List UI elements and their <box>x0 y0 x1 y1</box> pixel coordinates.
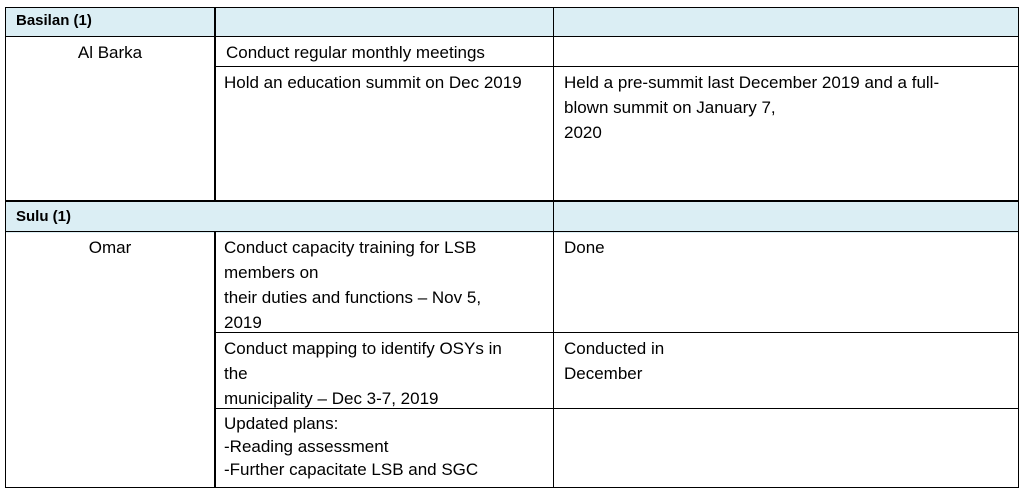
municipality-name: Omar <box>88 238 132 257</box>
status-cell: Done <box>564 238 605 257</box>
section-body-sulu <box>6 231 1018 487</box>
status-cell <box>554 409 1018 412</box>
municipality-name: Al Barka <box>77 43 143 62</box>
activity-cell-wrap <box>214 232 553 332</box>
table-row <box>214 232 1018 332</box>
status-cell-wrap <box>553 409 1018 487</box>
status-cell: Held a pre-summit last December 2019 and a full- blown summit on January 7, 2020 <box>564 73 940 142</box>
status-cell-wrap <box>553 67 1018 201</box>
activity-cell: Hold an education summit on Dec 2019 <box>224 73 522 92</box>
section-body-basilan <box>6 36 1018 201</box>
status-cell-wrap <box>553 232 1018 332</box>
status-cell <box>554 37 1018 67</box>
section-header-basilan <box>6 8 1018 36</box>
status-cell: Conducted in December <box>564 339 665 383</box>
activity-cell-wrap <box>214 67 553 201</box>
table-row <box>214 332 1018 409</box>
activity-cell: Conduct mapping to identify OSYs in the municipality – Dec 3-7, 2019 <box>224 339 502 408</box>
section-header-label: Basilan (1) <box>16 12 92 29</box>
status-cell-wrap <box>553 333 1018 409</box>
header-cell-empty <box>214 8 553 36</box>
section-header-sulu <box>6 200 1018 233</box>
section-header-label: Sulu (1) <box>16 208 71 225</box>
activity-cell-wrap <box>214 333 553 409</box>
header-cell-empty <box>553 8 1018 36</box>
activity-cell: Updated plans: -Reading assessment -Further capacitate LSB and SGC <box>224 414 479 479</box>
activity-cell-wrap <box>214 409 553 487</box>
header-cell-empty <box>553 202 1018 233</box>
activity-cell: Conduct regular monthly meetings <box>226 43 485 62</box>
activity-cell: Conduct capacity training for LSB members on their duties and functions – Nov 5, 2019 <box>224 238 482 332</box>
table-row <box>214 66 1018 201</box>
table-row <box>214 408 1018 487</box>
progress-table <box>5 7 1019 488</box>
